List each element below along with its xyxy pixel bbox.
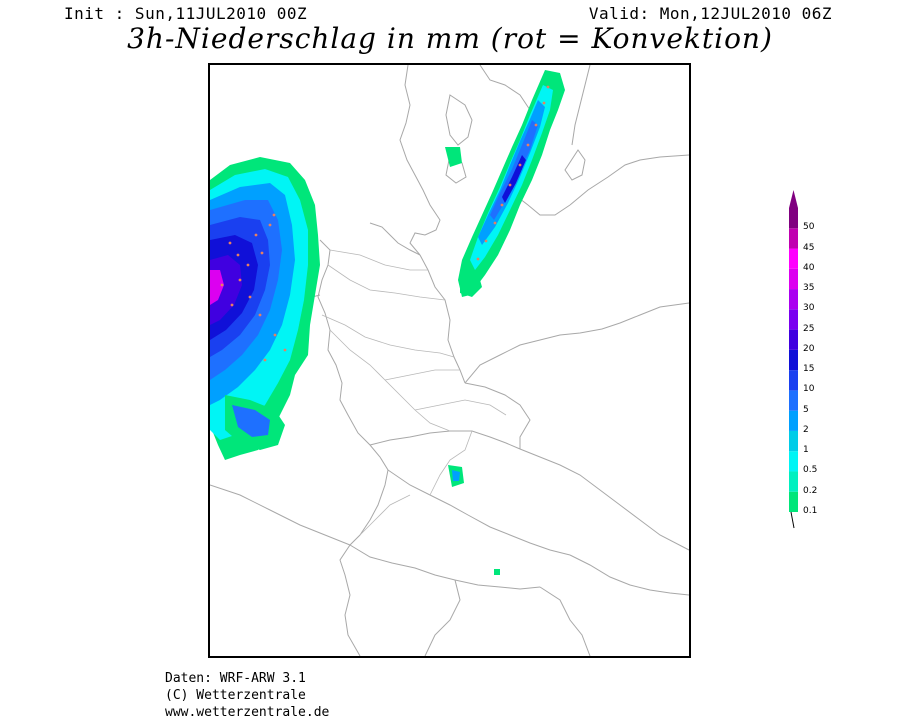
- precip-west: [210, 157, 320, 460]
- legend-tick-label: 15: [803, 364, 815, 375]
- legend-tick-label: 30: [803, 303, 815, 314]
- legend-swatch: [789, 309, 798, 329]
- legend-swatch: [789, 492, 798, 512]
- website-url: www.wetterzentrale.de: [165, 705, 330, 720]
- colorbar-tail: [791, 512, 794, 528]
- legend-tick-label: 0.1: [803, 506, 818, 516]
- legend-swatch: [789, 249, 798, 269]
- legend-tick-label: 20: [803, 343, 815, 354]
- legend-swatch: [789, 228, 798, 248]
- data-source: Daten: WRF-ARW 3.1: [165, 671, 306, 686]
- precipitation-map: [208, 63, 691, 658]
- state-borders: [322, 250, 506, 535]
- precip-south: [448, 465, 500, 575]
- legend-tick-label: 45: [803, 242, 815, 253]
- legend-tick-label: 50: [803, 222, 815, 233]
- legend-swatch: [789, 370, 798, 390]
- map-canvas: [210, 65, 689, 656]
- legend-tick-label: 2: [803, 424, 809, 435]
- precipitation-legend: [786, 186, 826, 536]
- legend-tick-label: 10: [803, 384, 815, 395]
- legend-swatch: [789, 269, 798, 289]
- legend-tick-label: 5: [803, 404, 809, 415]
- legend-swatch: [789, 451, 798, 471]
- legend-swatch: [789, 411, 798, 431]
- legend-swatch: [789, 208, 798, 228]
- legend-swatch: [789, 330, 798, 350]
- init-time: Init : Sun,11JUL2010 00Z: [64, 4, 308, 23]
- valid-time: Valid: Mon,12JUL2010 06Z: [588, 4, 832, 23]
- legend-tick-label: 0.2: [803, 485, 818, 496]
- legend-colorbar: [786, 186, 826, 536]
- legend-swatch: [789, 390, 798, 410]
- legend-max-arrow: [789, 190, 798, 208]
- data-credits: [165, 670, 329, 721]
- legend-swatch: [789, 350, 798, 370]
- map-title: 3h-Niederschlag in mm (rot = Konvektion): [127, 22, 773, 55]
- legend-swatch: [789, 471, 798, 491]
- legend-tick-label: 35: [803, 283, 815, 294]
- legend-swatch: [789, 289, 798, 309]
- copyright: (C) Wetterzentrale: [165, 688, 306, 703]
- legend-tick-label: 25: [803, 323, 815, 334]
- legend-tick-label: 40: [803, 262, 815, 273]
- legend-swatch: [789, 431, 798, 451]
- legend-tick-label: 0.5: [803, 465, 818, 476]
- legend-tick-label: 1: [803, 445, 809, 456]
